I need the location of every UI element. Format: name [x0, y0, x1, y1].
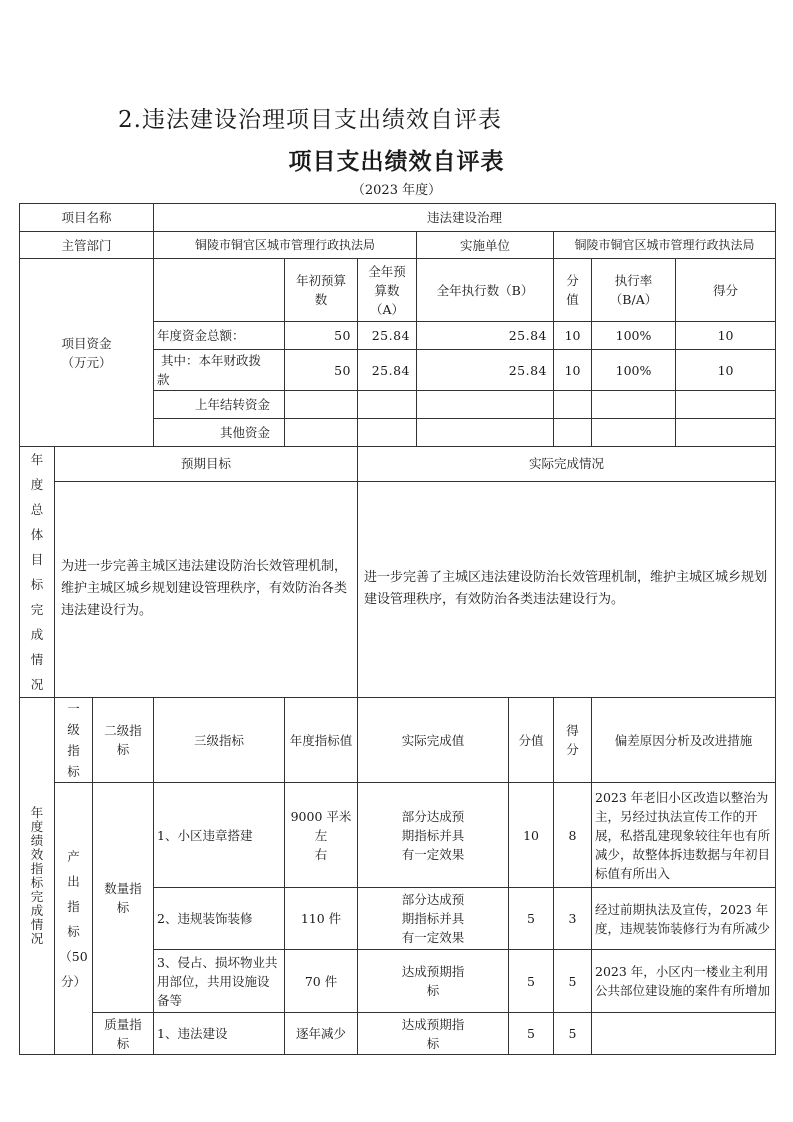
- actual-header: 实际完成值: [358, 698, 509, 783]
- dept-label: 主管部门: [20, 232, 154, 259]
- indicators-label-char: 年: [30, 805, 44, 820]
- indicator-actual-line: 期指标并具: [401, 911, 465, 926]
- indicators-label-char: 度: [30, 819, 44, 834]
- level1-header-char: 标: [67, 764, 80, 779]
- level2-header-line2: 标: [116, 742, 130, 757]
- level2-quantity-line2: 标: [116, 899, 130, 915]
- indicator-actual-line: 有一定效果: [401, 930, 465, 945]
- header-rate: [592, 259, 676, 322]
- funds-rate: 100%: [592, 350, 676, 391]
- funds-score-value: [554, 419, 592, 447]
- level1-output-line: （50: [59, 948, 88, 964]
- header-score: 得分: [676, 259, 776, 322]
- funds-initial: [285, 391, 358, 419]
- goals-label-char: 度: [30, 477, 44, 492]
- funds-score-value: [554, 391, 592, 419]
- funds-initial: [285, 419, 358, 447]
- indicator-analysis: [592, 1013, 776, 1055]
- level2-header-line1: 二级指: [104, 723, 142, 738]
- indicator-actual-line: 标: [426, 983, 440, 998]
- funds-exec: [417, 419, 554, 447]
- actual-goal-header: 实际完成情况: [358, 447, 776, 482]
- funds-unit: （万元）: [61, 354, 112, 370]
- funds-exec: [417, 391, 554, 419]
- header-full-line3: （A）: [370, 301, 405, 317]
- level1-output-line: 分）: [60, 973, 86, 989]
- indicator-score: 5: [554, 1013, 592, 1055]
- funds-header-blank: [154, 259, 285, 322]
- indicator-analysis: 2023 年老旧小区改造以整治为主，另经过执法宣传工作的开展，私搭乱建现象较往年也有所减少，故整体拆违数据与年初目标值有所出入: [592, 783, 776, 888]
- level2-quality-line1: 质量指: [104, 1016, 142, 1032]
- funds-score: [676, 419, 776, 447]
- analysis-header: 偏差原因分析及改进措施: [592, 698, 776, 783]
- funds-score: [676, 391, 776, 419]
- header-initial-budget: [285, 259, 358, 322]
- header-initial-line1: 年初预算: [296, 273, 347, 288]
- funds-score: 10: [676, 322, 776, 350]
- project-name-value: 违法建设治理: [154, 204, 776, 232]
- indicator-target: [285, 783, 358, 888]
- level1-header-char: 一: [67, 701, 80, 716]
- goals-label: [20, 447, 55, 698]
- level2-quantity: [93, 783, 154, 1013]
- level1-header-char: 级: [67, 722, 80, 737]
- funds-score: 10: [676, 350, 776, 391]
- indicator-name: 1、小区违章搭建: [154, 783, 285, 888]
- indicator-score-value: 5: [509, 888, 554, 950]
- goals-label-char: 标: [30, 577, 44, 592]
- funds-full: [358, 391, 417, 419]
- score-value-header: 分值: [509, 698, 554, 783]
- indicator-score: 5: [554, 950, 592, 1013]
- funds-row-label-line2: 款: [157, 372, 170, 387]
- score-header: [554, 698, 592, 783]
- goals-label-char: 总: [30, 502, 44, 517]
- header-exec: 全年执行数（B）: [417, 259, 554, 322]
- funds-full: [358, 419, 417, 447]
- level1-output: [55, 783, 93, 1055]
- funds-full: 25.84: [358, 322, 417, 350]
- indicators-label: [20, 698, 55, 1055]
- indicator-target-line2: 右: [314, 846, 328, 862]
- indicator-score-value: 5: [509, 1013, 554, 1055]
- indicator-target-line1: 9000 平米左: [290, 808, 352, 843]
- funds-full: 25.84: [358, 350, 417, 391]
- indicator-actual-line: 部分达成预: [401, 892, 465, 907]
- indicator-name: 1、违法建设: [154, 1013, 285, 1055]
- indicators-label-char: 绩: [30, 833, 44, 848]
- indicator-actual-line: 标: [426, 1035, 440, 1051]
- indicator-name: 2、违规装饰装修: [154, 888, 285, 950]
- dept-value: 铜陵市铜官区城市管理行政执法局: [154, 232, 417, 259]
- header-full-line1: 全年预: [368, 263, 406, 279]
- indicator-actual-line: 有一定效果: [401, 846, 465, 862]
- indicator-score-value: 10: [509, 783, 554, 888]
- funds-rate: [592, 419, 676, 447]
- level3-header: 三级指标: [154, 698, 285, 783]
- funds-row-label: [154, 350, 285, 391]
- funds-initial: 50: [285, 322, 358, 350]
- header-initial-line2: 数: [314, 292, 328, 307]
- level1-header-char: 指: [67, 743, 80, 758]
- indicators-label-char: 成: [30, 903, 44, 918]
- indicator-actual-line: 部分达成预: [401, 808, 465, 824]
- table-title: 项目支出绩效自评表: [288, 149, 505, 175]
- project-name-label: 项目名称: [20, 204, 154, 232]
- header-score-val-line2: 值: [566, 292, 579, 307]
- indicator-target: 110 件: [285, 888, 358, 950]
- goals-label-char: 目: [30, 552, 44, 567]
- level2-header: [93, 698, 154, 783]
- indicator-actual-line: 达成预期指: [401, 1016, 465, 1032]
- indicator-target: 逐年减少: [285, 1013, 358, 1055]
- funds-initial: 50: [285, 350, 358, 391]
- expected-goal-text: 为进一步完善主城区违法建设防治长效管理机制，维护主城区城乡规划建设管理秩序，有效防治各类违法建设行为。: [55, 481, 358, 697]
- level1-output-line: 标: [67, 923, 80, 939]
- header-rate-line2: （B/A）: [609, 292, 658, 307]
- indicator-name: 3、侵占、损坏物业共用部位，共用设施设备等: [154, 950, 285, 1013]
- indicator-actual-line: 达成预期指: [401, 964, 465, 979]
- actual-goal-text: 进一步完善了主城区违法建设防治长效管理机制，维护主城区城乡规划建设管理秩序，有效防治各类违法建设行为。: [358, 481, 776, 697]
- goals-label-char: 年: [30, 452, 44, 467]
- header-rate-line1: 执行率: [614, 273, 653, 288]
- funds-label-cell: [20, 259, 154, 447]
- goals-label-char: 情: [30, 652, 44, 667]
- self-evaluation-table: [19, 203, 776, 1055]
- indicator-target: 70 件: [285, 950, 358, 1013]
- level2-quantity-line1: 数量指: [104, 880, 142, 896]
- level1-output-line: 出: [67, 873, 80, 889]
- level1-output-line: 产: [67, 848, 80, 864]
- goals-label-char: 完: [30, 602, 44, 617]
- target-header: 年度指标值: [285, 698, 358, 783]
- indicator-analysis: 2023 年，小区内一楼业主利用公共部位建设施的案件有所增加: [592, 950, 776, 1013]
- funds-rate: 100%: [592, 322, 676, 350]
- indicators-label-char: 完: [30, 889, 44, 904]
- level1-output-line: 指: [67, 898, 80, 914]
- indicator-actual-line: 期指标并具: [401, 827, 465, 843]
- funds-row-label: 其他资金: [154, 419, 285, 447]
- level2-quality-line2: 标: [116, 1035, 130, 1051]
- indicators-label-char: 指: [30, 861, 44, 876]
- funds-label: 项目资金: [61, 335, 112, 351]
- funds-row-label: 年度资金总额：: [154, 322, 285, 350]
- header-score-value: [554, 259, 592, 322]
- indicators-label-char: 情: [30, 917, 44, 932]
- year-subtitle: （2023 年度）: [351, 183, 442, 198]
- funds-rate: [592, 391, 676, 419]
- indicator-score-value: 5: [509, 950, 554, 1013]
- level1-header: [55, 698, 93, 783]
- document-heading: 2.违法建设治理项目支出绩效自评表: [118, 107, 502, 133]
- score-header-char: 分: [566, 742, 579, 757]
- indicators-label-char: 况: [30, 931, 44, 946]
- indicator-row: [20, 783, 776, 888]
- indicator-score: 3: [554, 888, 592, 950]
- funds-row-label-line1: 其中：本年财政拨: [161, 353, 262, 368]
- impl-label: 实施单位: [417, 232, 554, 259]
- goals-label-char: 体: [30, 527, 44, 542]
- header-full-line2: 算数: [374, 282, 400, 298]
- indicators-label-char: 效: [30, 847, 44, 862]
- indicator-actual: [358, 888, 509, 950]
- score-header-char: 得: [566, 723, 579, 738]
- funds-exec: 25.84: [417, 350, 554, 391]
- header-full-budget: [358, 259, 417, 322]
- indicator-actual: [358, 950, 509, 1013]
- goals-label-char: 况: [30, 677, 44, 692]
- funds-row-label: 上年结转资金: [154, 391, 285, 419]
- indicator-analysis: 经过前期执法及宣传，2023 年度，违规装饰装修行为有所减少: [592, 888, 776, 950]
- impl-value: 铜陵市铜官区城市管理行政执法局: [554, 232, 776, 259]
- expected-goal-header: 预期目标: [55, 447, 358, 482]
- funds-score-value: 10: [554, 322, 592, 350]
- level2-quality: [93, 1013, 154, 1055]
- funds-exec: 25.84: [417, 322, 554, 350]
- funds-score-value: 10: [554, 350, 592, 391]
- indicator-actual: [358, 1013, 509, 1055]
- indicators-label-char: 标: [30, 875, 44, 890]
- header-score-val-line1: 分: [566, 273, 579, 288]
- indicator-actual: [358, 783, 509, 888]
- goals-label-char: 成: [30, 627, 44, 642]
- indicator-row: [20, 1013, 776, 1055]
- indicator-score: 8: [554, 783, 592, 888]
